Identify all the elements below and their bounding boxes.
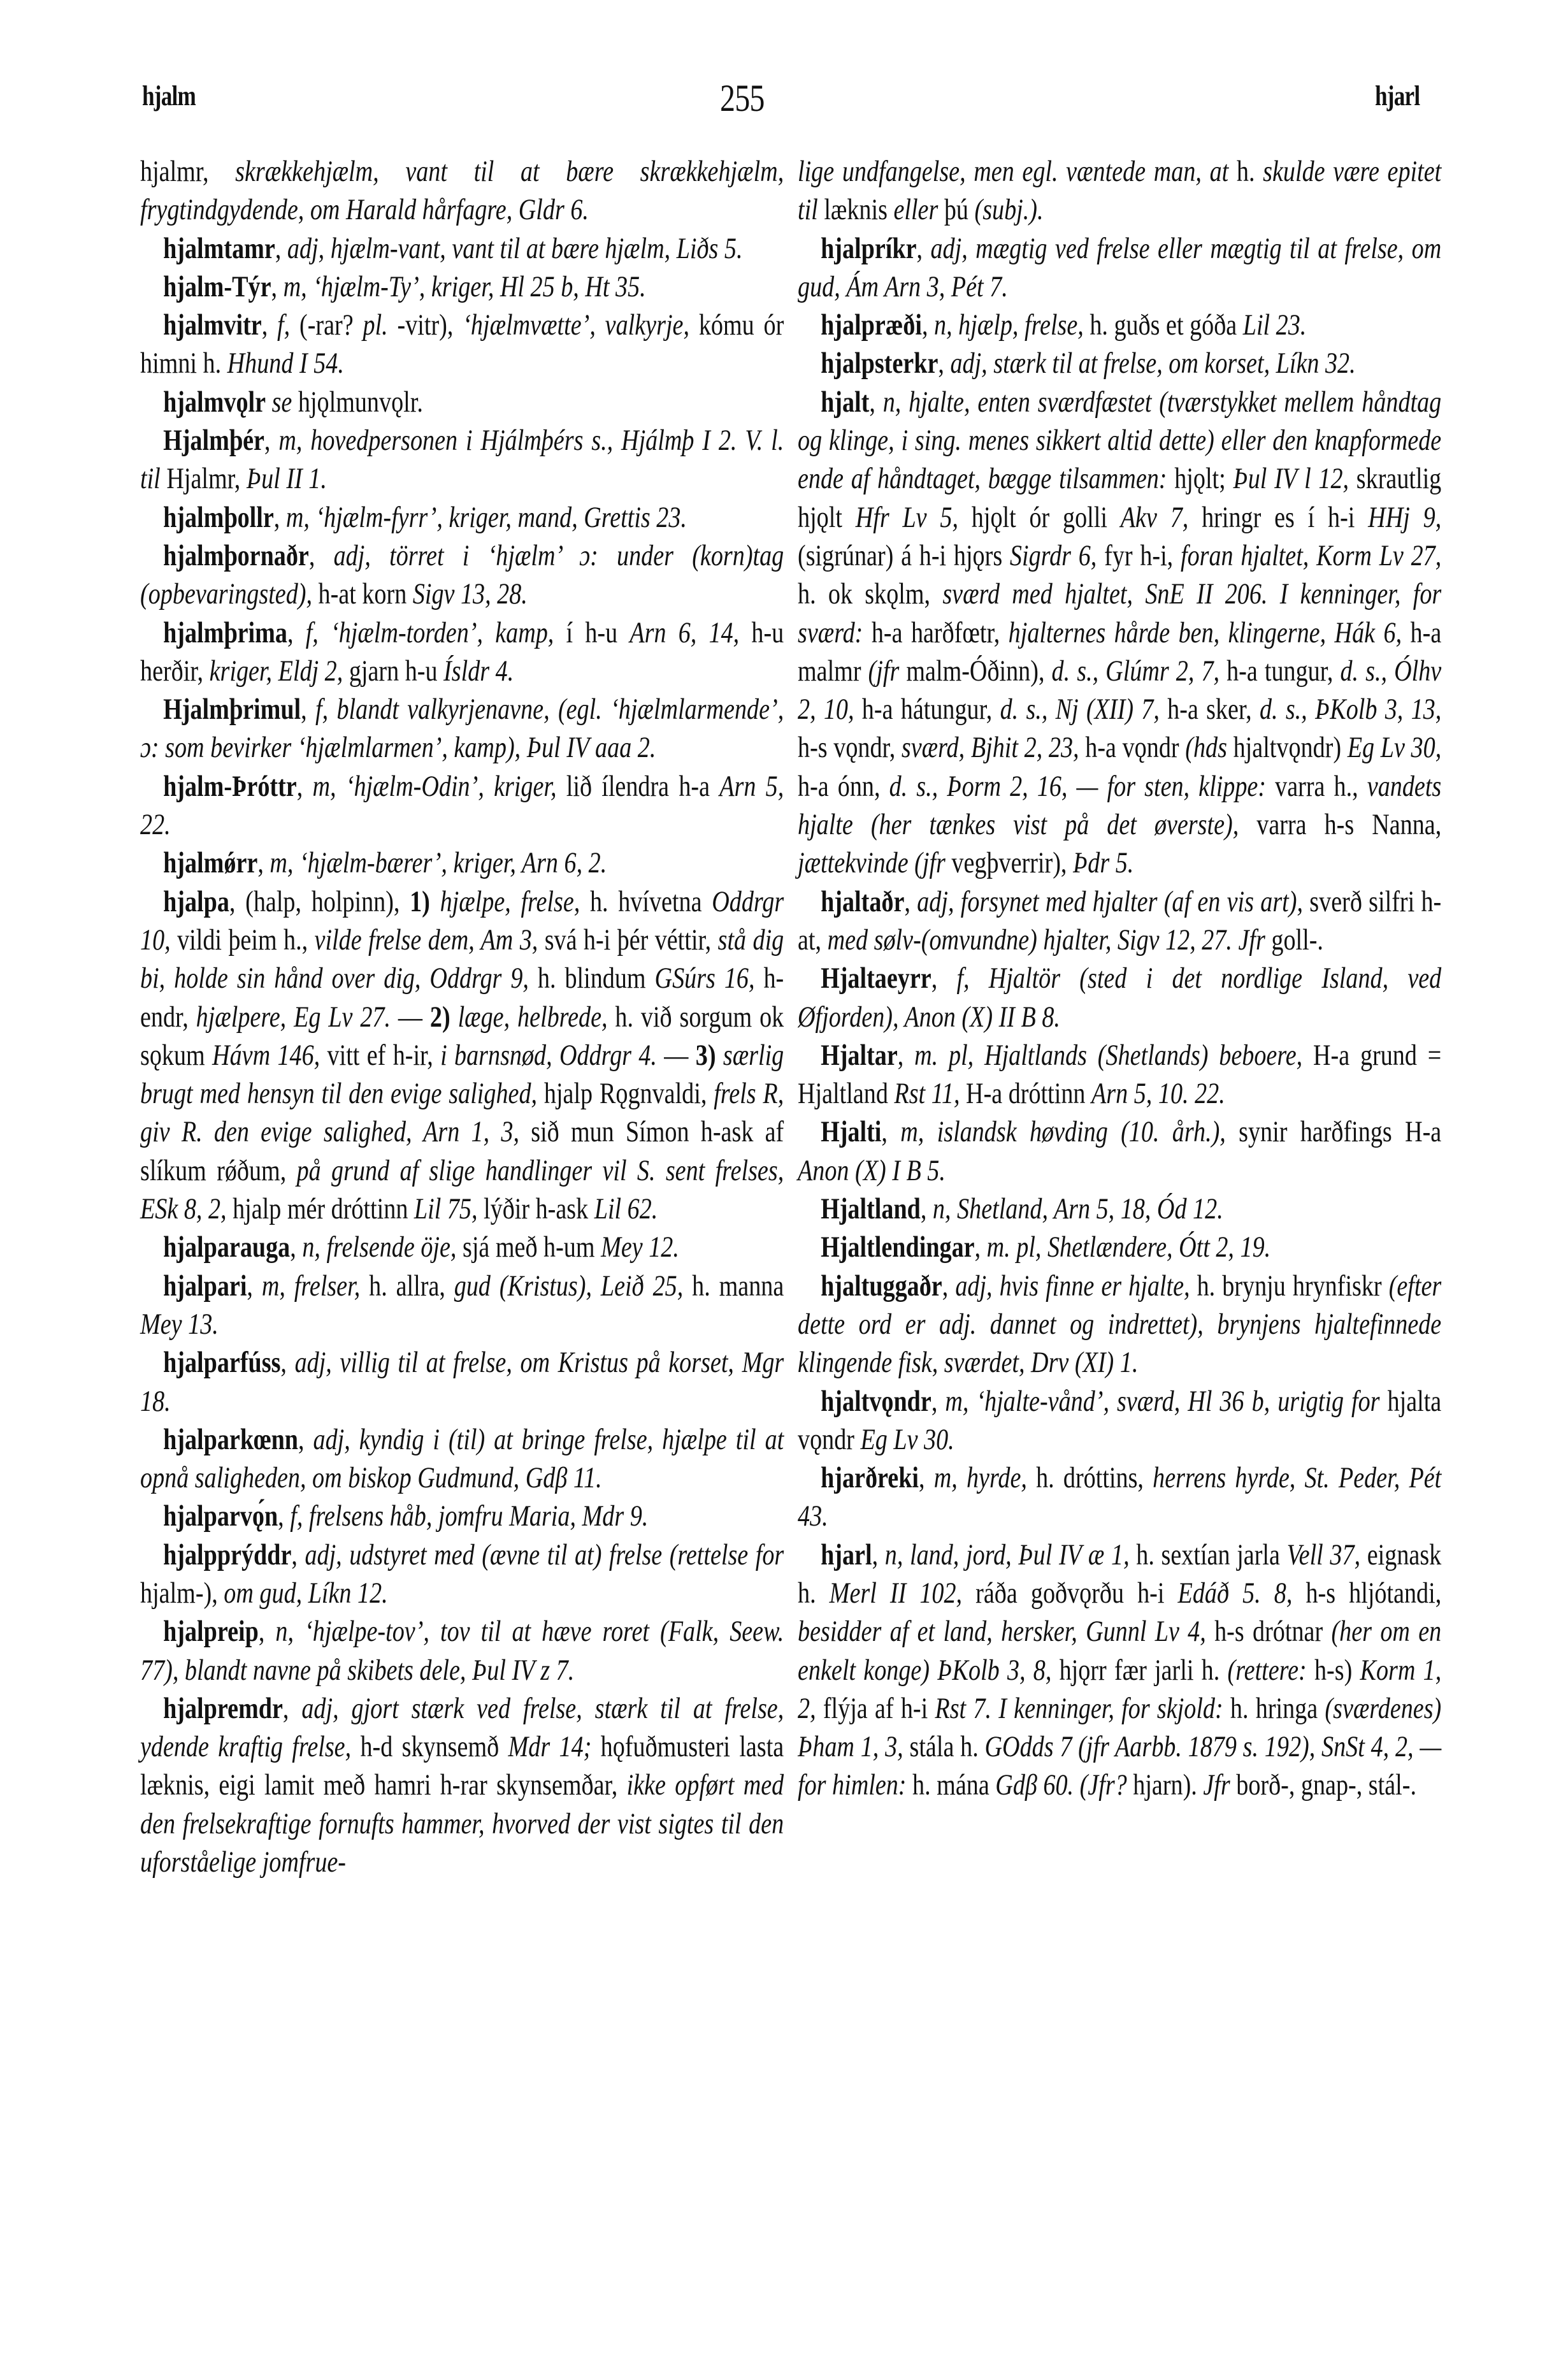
italic-gloss: skrækkehjælm, vant til at bære skrækkehjælm, frygtindgydende, om Harald hårfagre, Gldr 6. bbox=[140, 155, 784, 227]
headword: hjalpremdr bbox=[163, 1692, 283, 1725]
roman-text: synir harðfings H-a bbox=[1239, 1116, 1442, 1149]
roman-text: h-u herðir, bbox=[140, 616, 784, 688]
headword: Hjaltlendingar bbox=[821, 1231, 975, 1264]
roman-text: h-s vǫndr, bbox=[798, 732, 902, 765]
headword: 2) bbox=[429, 1000, 458, 1034]
italic-gloss: ‘hjælmvætte’, valkyrje, bbox=[463, 309, 699, 342]
roman-text: , bbox=[282, 1692, 302, 1725]
italic-gloss: (efter dette ord er adj. dannet og indrettet), brynjens hjaltefinnede klingende fisk, sværdet, Drv (XI) 1. bbox=[798, 1269, 1442, 1380]
italic-gloss: Lil 75, bbox=[414, 1193, 484, 1226]
roman-text: H-a dróttinn bbox=[966, 1078, 1092, 1111]
italic-gloss: Þdr 5. bbox=[1072, 847, 1134, 880]
dictionary-entry bbox=[140, 614, 784, 691]
roman-text: , bbox=[273, 501, 286, 534]
dictionary-entry bbox=[798, 1037, 1441, 1114]
roman-text: , bbox=[247, 1269, 262, 1303]
roman-text: h-at korn bbox=[318, 578, 413, 611]
roman-text: , bbox=[931, 1385, 946, 1418]
dictionary-entry bbox=[140, 499, 784, 537]
italic-gloss: Sigrdr 6, bbox=[1009, 539, 1105, 572]
dictionary-entry bbox=[798, 960, 1441, 1037]
headword: Hjalti bbox=[821, 1116, 882, 1149]
roman-text: skrautlig hjǫlt bbox=[798, 463, 1442, 534]
roman-text: h-d skynsemð bbox=[360, 1731, 508, 1764]
roman-text: , bbox=[974, 1231, 987, 1264]
dictionary-entry bbox=[140, 1344, 784, 1421]
italic-gloss: sværd, Bjhit 2, 23, bbox=[901, 732, 1086, 765]
italic-gloss: m, hyrde, bbox=[933, 1462, 1037, 1495]
roman-text: hjǫlt; bbox=[1174, 463, 1234, 496]
italic-gloss: d. s., Ólhv 2, 10, bbox=[798, 654, 1442, 726]
headword: 1) bbox=[410, 885, 440, 918]
italic-gloss: stå dig bi, holde sin hånd over dig, Oddrgr 9, bbox=[140, 923, 784, 995]
italic-gloss: Edáð 5. 8, bbox=[1177, 1577, 1306, 1610]
italic-gloss: n, Shetland, Arn 5, 18, Ód 12. bbox=[932, 1193, 1223, 1226]
italic-gloss: Vell 37, bbox=[1286, 1538, 1367, 1571]
roman-text: , bbox=[918, 1462, 934, 1495]
page-header bbox=[0, 76, 1568, 127]
headword: hjalpreip bbox=[163, 1615, 259, 1649]
roman-text: (sigrúnar) á h-i hjǫrs bbox=[798, 539, 1010, 572]
italic-gloss: m, ‘hjælm-bærer’, kriger, Arn 6, 2. bbox=[270, 847, 607, 880]
dictionary-entry bbox=[798, 307, 1441, 345]
italic-gloss: adj, mægtig ved frelse eller mægtig til at frelse, om gud, Ám Arn 3, Pét 7. bbox=[798, 232, 1442, 303]
italic-gloss: m, ‘hjælm-Odin’, kriger, bbox=[312, 770, 566, 803]
dictionary-entry bbox=[140, 883, 784, 1229]
roman-text: hjarn). bbox=[1133, 1769, 1204, 1802]
italic-gloss: eller bbox=[893, 194, 944, 227]
roman-text: , bbox=[257, 847, 270, 880]
roman-text: hjalta vǫndr bbox=[798, 1385, 1442, 1456]
italic-gloss: Arn 5, 10. 22. bbox=[1091, 1078, 1225, 1111]
italic-gloss: herrens hyrde, St. Peder, Pét 43. bbox=[798, 1462, 1442, 1533]
italic-gloss: Eg Lv 30. bbox=[860, 1423, 954, 1456]
roman-text: h-s hljótandi, bbox=[1305, 1577, 1442, 1610]
italic-gloss: Hhund I 54. bbox=[227, 347, 344, 380]
headword: hjalmþrima bbox=[163, 616, 287, 649]
roman-text: , bbox=[280, 1347, 295, 1380]
roman-text: , bbox=[298, 1423, 313, 1456]
dictionary-entry bbox=[798, 1536, 1441, 1805]
dictionary-entry bbox=[140, 1421, 784, 1498]
headword: hjalparkœnn bbox=[163, 1423, 298, 1456]
entry-continuation bbox=[798, 153, 1441, 230]
headword: Hjaltar bbox=[821, 1039, 898, 1072]
headword: hjalpræði bbox=[821, 309, 922, 342]
headword: hjaltvǫndr bbox=[821, 1385, 931, 1418]
italic-gloss: besidder af et land, hersker, Gunnl Lv 4, bbox=[798, 1615, 1215, 1649]
italic-gloss: adj, hjælm-vant, vant til at bære hjælm, Liðs 5. bbox=[287, 232, 743, 265]
roman-text: , bbox=[308, 539, 334, 572]
italic-gloss: foran hjaltet, Korm Lv 27, bbox=[1180, 539, 1442, 572]
roman-text: sjá með h-um bbox=[462, 1231, 601, 1264]
roman-text: vegþverrir), bbox=[951, 847, 1073, 880]
dictionary-entry bbox=[140, 691, 784, 768]
italic-gloss: HHj 9, bbox=[1368, 501, 1442, 534]
dictionary-entry bbox=[798, 1383, 1441, 1460]
roman-text: , bbox=[275, 232, 287, 265]
roman-text: hjalm-), bbox=[140, 1577, 224, 1610]
roman-text: h. dróttins, bbox=[1036, 1462, 1153, 1495]
italic-gloss: m. pl, Shetlændere, Ótt 2, 19. bbox=[986, 1231, 1271, 1264]
roman-text: hǫfuðmusteri lasta læknis, eigi lamit með hamri h-rar skynsemðar, bbox=[140, 1731, 784, 1802]
italic-gloss: hjælpere, Eg Lv 27. bbox=[196, 1000, 398, 1034]
italic-gloss: jættekvinde (jfr bbox=[798, 847, 952, 880]
roman-text: svá h-i þér véttir, bbox=[544, 923, 718, 957]
roman-text: í h-u bbox=[566, 616, 630, 649]
column-right-body bbox=[798, 153, 1441, 1805]
italic-gloss: GSúrs 16, bbox=[654, 962, 764, 995]
roman-text: , bbox=[291, 1538, 305, 1571]
italic-gloss: Lil 23. bbox=[1242, 309, 1307, 342]
dictionary-entry bbox=[140, 230, 784, 268]
italic-gloss: d. s., Glúmr 2, 7, bbox=[1051, 654, 1227, 688]
left-guide-word: hjalm bbox=[142, 80, 196, 112]
column-right bbox=[798, 153, 1441, 1805]
italic-gloss: Korm 1, 2, bbox=[798, 1654, 1442, 1725]
roman-text: h. ok skǫlm, bbox=[798, 578, 943, 611]
headword: hjalpprýddr bbox=[163, 1538, 292, 1571]
roman-text: h. guðs et góða bbox=[1090, 309, 1243, 342]
roman-text: , bbox=[897, 1039, 915, 1072]
roman-text: , bbox=[296, 770, 313, 803]
italic-gloss: n, ‘hjælpe-tov’, tov til at hæve roret (Falk, Seew. 77), blandt navne på skibets dele, Þul IV z 7. bbox=[140, 1615, 784, 1687]
headword: hjalparvǫ́n bbox=[163, 1500, 278, 1533]
roman-text: (-rar? bbox=[299, 309, 363, 342]
roman-text: goll-. bbox=[1271, 923, 1323, 957]
italic-gloss: d. s., Þorm 2, 16, — for sten, klippe: bbox=[889, 770, 1276, 803]
roman-text: h. bbox=[1236, 155, 1263, 188]
italic-gloss: n, hjalte, enten sværdfæstet (tværstykket mellem håndtag og klinge, i sing. menes sikkert altid dette) eller den knapformede ende af håndtaget, bægge tilsammen: bbox=[798, 386, 1442, 496]
italic-gloss: Mey 12. bbox=[601, 1231, 679, 1264]
italic-gloss: m, islandsk høvding (10. årh.), bbox=[900, 1116, 1239, 1149]
italic-gloss: Mey 13. bbox=[140, 1308, 219, 1341]
roman-text: , bbox=[938, 347, 951, 380]
roman-text: flýja af h-i bbox=[823, 1692, 935, 1725]
italic-gloss: Sigv 13, 28. bbox=[412, 578, 528, 611]
roman-text: h-s) bbox=[1314, 1654, 1360, 1687]
roman-text: ráða goðvǫrðu h-i bbox=[975, 1577, 1178, 1610]
italic-gloss: se bbox=[266, 386, 298, 419]
dictionary-entry bbox=[140, 1267, 784, 1345]
italic-gloss: sværd med hjaltet, SnE II 206. I kenninger, for sværd: bbox=[798, 578, 1442, 649]
dictionary-entry bbox=[140, 768, 784, 845]
roman-text: lýðir h-ask bbox=[484, 1193, 594, 1226]
italic-gloss: d. s., Nj (XII) 7, bbox=[1000, 693, 1168, 726]
roman-text: h-a sker, bbox=[1167, 693, 1260, 726]
roman-text: gjarn h-u bbox=[349, 654, 444, 688]
roman-text: h. mána bbox=[912, 1769, 996, 1802]
headword: Hjaltaeyrr bbox=[821, 962, 931, 995]
dictionary-entry bbox=[798, 1190, 1441, 1229]
headword: hjalt bbox=[821, 386, 870, 419]
roman-text: hjalp mér dróttinn bbox=[233, 1193, 414, 1226]
roman-text: sverð silfri h-at, bbox=[798, 885, 1442, 957]
roman-text: h-s drótnar bbox=[1214, 1615, 1332, 1649]
dictionary-entry bbox=[798, 345, 1441, 383]
dictionary-entry bbox=[140, 307, 784, 384]
roman-text: , (halp, holpinn), bbox=[229, 885, 410, 918]
roman-text: — bbox=[664, 1039, 696, 1072]
roman-text: borð-, gnap-, stál-. bbox=[1236, 1769, 1416, 1802]
italic-gloss: hjælpe, frelse, bbox=[440, 885, 590, 918]
italic-gloss: vandets hjalte (her tænkes vist på det øverste), bbox=[798, 770, 1442, 842]
italic-gloss: (hds bbox=[1185, 732, 1234, 765]
roman-text: h. allra, bbox=[369, 1269, 454, 1303]
roman-text: Hjalmr, bbox=[166, 463, 247, 496]
roman-text: , bbox=[271, 270, 284, 303]
roman-text: h-a harðfœtr, bbox=[871, 616, 1009, 649]
dictionary-entry bbox=[798, 1113, 1441, 1190]
dictionary-entry bbox=[140, 384, 784, 422]
roman-text: , bbox=[921, 309, 935, 342]
roman-text: h. manna bbox=[692, 1269, 784, 1303]
italic-gloss: på grund af slige handlinger vil S. sent frelses, ESk 8, 2, bbox=[140, 1154, 784, 1226]
italic-gloss: m. pl, Hjaltlands (Shetlands) beboere, bbox=[914, 1039, 1314, 1072]
roman-text: hjalp Rǫgnvaldi, bbox=[543, 1078, 714, 1111]
italic-gloss: m, ‘hjalte-vånd’, sværd, Hl 36 b, urigtig for bbox=[945, 1385, 1388, 1418]
dictionary-entry bbox=[140, 844, 784, 883]
italic-gloss: med sølv-(omvundne) hjalter, Sigv 12, 27. Jfr bbox=[827, 923, 1272, 957]
roman-text: , bbox=[881, 1116, 901, 1149]
headword: hjalmvǫlr bbox=[163, 386, 266, 419]
italic-gloss: særlig brugt med hensyn til den evige salighed, bbox=[140, 1039, 784, 1111]
roman-text: h-a ónn, bbox=[798, 770, 889, 803]
roman-text: eignask h. bbox=[798, 1538, 1442, 1610]
italic-gloss: adj, stærk til at frelse, om korset, Líkn 32. bbox=[950, 347, 1356, 380]
roman-text: hjǫlmunvǫlr. bbox=[298, 386, 423, 419]
dictionary-entry bbox=[798, 384, 1441, 883]
roman-text: -vitr), bbox=[397, 309, 463, 342]
roman-text: vildi þeim h., bbox=[177, 923, 315, 957]
italic-gloss: GOdds 7 (jfr Aarbb. 1879 s. 192), SnSt 4, 2, — for himlen: bbox=[798, 1731, 1442, 1802]
headword: hjalpríkr bbox=[821, 232, 917, 265]
roman-text: kómu ór himni h. bbox=[140, 309, 784, 380]
italic-gloss: n, frelsende öje, bbox=[302, 1231, 463, 1264]
dictionary-entry bbox=[140, 1229, 784, 1267]
right-guide-word: hjarl bbox=[1375, 80, 1420, 112]
headword: Hjalmþrimul bbox=[163, 693, 301, 726]
italic-gloss: læge, helbrede, bbox=[457, 1000, 615, 1034]
italic-gloss: f, frelsens håb, jomfru Maria, Mdr 9. bbox=[290, 1500, 649, 1533]
italic-gloss: i barnsnød, Oddrgr 4. bbox=[440, 1039, 665, 1072]
headword: hjalm-Týr bbox=[163, 270, 271, 303]
italic-gloss: Ísldr 4. bbox=[443, 654, 514, 688]
italic-gloss: m, ‘hjælm-Ty’, kriger, Hl 25 b, Ht 35. bbox=[283, 270, 646, 303]
dictionary-entry bbox=[140, 268, 784, 307]
italic-gloss: adj, hvis finne er hjalte, bbox=[955, 1269, 1197, 1303]
dictionary-entry bbox=[140, 1498, 784, 1536]
italic-gloss: Gdβ 60. (Jfr? bbox=[995, 1769, 1133, 1802]
italic-gloss: vilde frelse dem, Am 3, bbox=[314, 923, 545, 957]
italic-gloss: Þul IV l 12, bbox=[1233, 463, 1356, 496]
italic-gloss: lige undfangelse, men egl. væntede man, at bbox=[798, 155, 1237, 188]
roman-text: , bbox=[920, 1193, 933, 1226]
roman-text: stála h. bbox=[909, 1731, 985, 1764]
roman-text: hjǫlt ór golli bbox=[971, 501, 1121, 534]
italic-gloss: adj, forsynet med hjalter (af en vis art), bbox=[917, 885, 1310, 918]
italic-gloss: (sværdenes) Þham 1, 3, bbox=[798, 1692, 1442, 1764]
roman-text: , bbox=[869, 386, 883, 419]
italic-gloss: skulde være epitet til bbox=[798, 155, 1442, 227]
dictionary-entry bbox=[798, 1459, 1441, 1536]
roman-text: , bbox=[872, 1538, 885, 1571]
column-left-body bbox=[140, 153, 784, 1882]
italic-gloss: om gud, Líkn 12. bbox=[224, 1577, 388, 1610]
italic-gloss: Lil 62. bbox=[594, 1193, 658, 1226]
headword: hjalmþollr bbox=[163, 501, 274, 534]
italic-gloss: Rst 7. I kenninger, for skjold: bbox=[935, 1692, 1230, 1725]
italic-gloss: adj, udstyret med (ævne til at) frelse (rettelse for bbox=[305, 1538, 784, 1571]
italic-gloss: Rst 11, bbox=[894, 1078, 967, 1111]
italic-gloss: (jfr bbox=[868, 654, 907, 688]
headword: Hjaltland bbox=[821, 1193, 921, 1226]
dictionary-entry bbox=[798, 883, 1441, 960]
roman-text: h-a malmr bbox=[798, 616, 1442, 688]
headword: hjaltaðr bbox=[821, 885, 905, 918]
roman-text: , bbox=[301, 693, 316, 726]
roman-text: h-a hátungur, bbox=[861, 693, 1000, 726]
italic-gloss: f, blandt valkyrjenavne, (egl. ‘hjælmlarmende’, ɔ: som bevirker ‘hjælmlarmen’, kamp), Þul IV aaa 2. bbox=[140, 693, 784, 765]
roman-text: h-endr, bbox=[140, 962, 784, 1034]
italic-gloss: adj, gjort stærk ved frelse, stærk til at frelse, ydende kraftig frelse, bbox=[140, 1692, 784, 1764]
italic-gloss: Akv 7, bbox=[1120, 501, 1202, 534]
roman-text: h. við sorgum ok sǫkum bbox=[140, 1000, 784, 1072]
roman-text: hringr es í h-i bbox=[1202, 501, 1369, 534]
italic-gloss: adj, villig til at frelse, om Kristus på korset, Mgr 18. bbox=[140, 1347, 784, 1418]
italic-gloss: m, ‘hjælm-fyrr’, kriger, mand, Grettis 23. bbox=[285, 501, 687, 534]
column-left bbox=[140, 153, 784, 1882]
italic-gloss: Mdr 14; bbox=[508, 1731, 601, 1764]
headword: hjalm-Þróttr bbox=[163, 770, 297, 803]
entry-continuation bbox=[140, 153, 784, 230]
italic-gloss: Jfr bbox=[1203, 1769, 1237, 1802]
italic-gloss: frels R, giv R. den evige salighed, Arn 1, 3, bbox=[140, 1078, 784, 1149]
roman-text: hjaltvǫndr) bbox=[1233, 732, 1348, 765]
italic-gloss: Hfr Lv 5, bbox=[855, 501, 972, 534]
roman-text: vitt ef h-ir, bbox=[327, 1039, 441, 1072]
dictionary-entry bbox=[140, 422, 784, 499]
headword: hjalmvitr bbox=[163, 309, 262, 342]
dictionary-entry bbox=[140, 1613, 784, 1690]
roman-text: læknis bbox=[824, 194, 894, 227]
headword: hjarl bbox=[821, 1538, 872, 1571]
italic-gloss: m, hovedpersonen i Hjálmþérs s., Hjálmþ I 2. V. l. til bbox=[140, 424, 784, 496]
roman-text: , bbox=[258, 1615, 276, 1649]
italic-gloss: n, hjælp, frelse, bbox=[934, 309, 1090, 342]
italic-gloss: f, bbox=[277, 309, 300, 342]
roman-text: h-a vǫndr bbox=[1085, 732, 1186, 765]
italic-gloss: (subj.). bbox=[974, 194, 1044, 227]
italic-gloss: ikke opført med den frelsekraftige fornufts hammer, hvorved der vist sigtes til den uforståelige jomfrue- bbox=[140, 1769, 784, 1879]
dictionary-entry bbox=[798, 1229, 1441, 1267]
roman-text: h-a tungur, bbox=[1226, 654, 1341, 688]
headword: hjalmtamr bbox=[163, 232, 275, 265]
roman-text: , bbox=[264, 424, 279, 458]
italic-gloss: gud (Kristus), Leið 25, bbox=[454, 1269, 693, 1303]
italic-gloss: Oddrgr 10, bbox=[140, 885, 784, 957]
italic-gloss: f, ‘hjælm-torden’, kamp, bbox=[305, 616, 566, 649]
headword: hjalmǿrr bbox=[163, 847, 258, 880]
headword: hjalpa bbox=[163, 885, 229, 918]
italic-gloss: kriger, Eldj 2, bbox=[209, 654, 349, 688]
italic-gloss: m, frelser, bbox=[261, 1269, 370, 1303]
roman-text: hjǫrr fær jarli h. bbox=[1059, 1654, 1228, 1687]
roman-text: , bbox=[904, 885, 917, 918]
roman-text: h. hringa bbox=[1230, 1692, 1325, 1725]
headword: hjalparauga bbox=[163, 1231, 291, 1264]
italic-gloss: Anon (X) I B 5. bbox=[798, 1154, 946, 1187]
italic-gloss: n, land, jord, Þul IV æ 1, bbox=[884, 1538, 1137, 1571]
roman-text: , bbox=[916, 232, 931, 265]
dictionary-entry bbox=[140, 1536, 784, 1614]
italic-gloss: d. s., ÞKolb 3, 13, bbox=[1259, 693, 1442, 726]
roman-text: — bbox=[398, 1000, 430, 1034]
headword: hjaltuggaðr bbox=[821, 1269, 942, 1303]
italic-gloss: Arn 6, 14, bbox=[629, 616, 752, 649]
italic-gloss: Hávm 146, bbox=[212, 1039, 327, 1072]
roman-text: h. brynju hrynfiskr bbox=[1197, 1269, 1389, 1303]
roman-text: sið mun Símon h-ask af slíkum rǿðum, bbox=[140, 1116, 784, 1187]
headword: Hjalmþér bbox=[163, 424, 264, 458]
page-number: 255 bbox=[720, 77, 765, 119]
roman-text: h. blindum bbox=[537, 962, 655, 995]
roman-text: , bbox=[287, 616, 306, 649]
italic-gloss: hjalternes hårde ben, klingerne, Hák 6, bbox=[1008, 616, 1411, 649]
dictionary-entry bbox=[798, 230, 1441, 307]
italic-gloss: Merl II 102, bbox=[829, 1577, 976, 1610]
roman-text: malm-Óðinn), bbox=[906, 654, 1052, 688]
headword: hjalparfúss bbox=[163, 1347, 281, 1380]
dictionary-entry bbox=[140, 537, 784, 614]
headword: hjalmþornaðr bbox=[163, 539, 309, 572]
italic-gloss: Þul II 1. bbox=[246, 463, 327, 496]
italic-gloss: adj, törret i ‘hjælm’ ɔ: under (korn)tag (opbevaringsted), bbox=[140, 539, 784, 611]
italic-gloss: Arn 5, 22. bbox=[140, 770, 784, 842]
roman-text: h. sextían jarla bbox=[1136, 1538, 1287, 1571]
roman-text: h. hvívetna bbox=[589, 885, 712, 918]
roman-text: hjalmr, bbox=[140, 155, 236, 188]
roman-text: varra h., bbox=[1275, 770, 1367, 803]
roman-text: H-a grund = Hjaltland bbox=[798, 1039, 1442, 1111]
italic-gloss: (her om en enkelt konge) ÞKolb 3, 8, bbox=[798, 1615, 1442, 1687]
italic-gloss: adj, kyndig i (til) at bringe frelse, hjælpe til at opnå saligheden, om biskop Gudmund, Gdβ 11. bbox=[140, 1423, 784, 1495]
italic-gloss: f, Hjaltör (sted i det nordlige Island, ved Øfjorden), Anon (X) II B 8. bbox=[798, 962, 1442, 1034]
roman-text: lið ílendra h-a bbox=[566, 770, 720, 803]
roman-text: , bbox=[290, 1231, 303, 1264]
headword: hjalpari bbox=[163, 1269, 247, 1303]
roman-text: , bbox=[942, 1269, 956, 1303]
italic-gloss: Eg Lv 30, bbox=[1347, 732, 1442, 765]
headword: 3) bbox=[695, 1039, 723, 1072]
roman-text: varra h-s Nanna, bbox=[1256, 809, 1442, 842]
headword: hjalpsterkr bbox=[821, 347, 939, 380]
dictionary-entry bbox=[140, 1690, 784, 1882]
roman-text: þú bbox=[944, 194, 975, 227]
roman-text: fyr h-i, bbox=[1104, 539, 1181, 572]
italic-gloss: (rettere: bbox=[1227, 1654, 1314, 1687]
roman-text: , bbox=[278, 1500, 291, 1533]
dictionary-entry bbox=[798, 1267, 1441, 1383]
roman-text: , bbox=[261, 309, 278, 342]
roman-text: , bbox=[931, 962, 957, 995]
headword: hjarðreki bbox=[821, 1462, 919, 1495]
italic-gloss: pl. bbox=[363, 309, 398, 342]
